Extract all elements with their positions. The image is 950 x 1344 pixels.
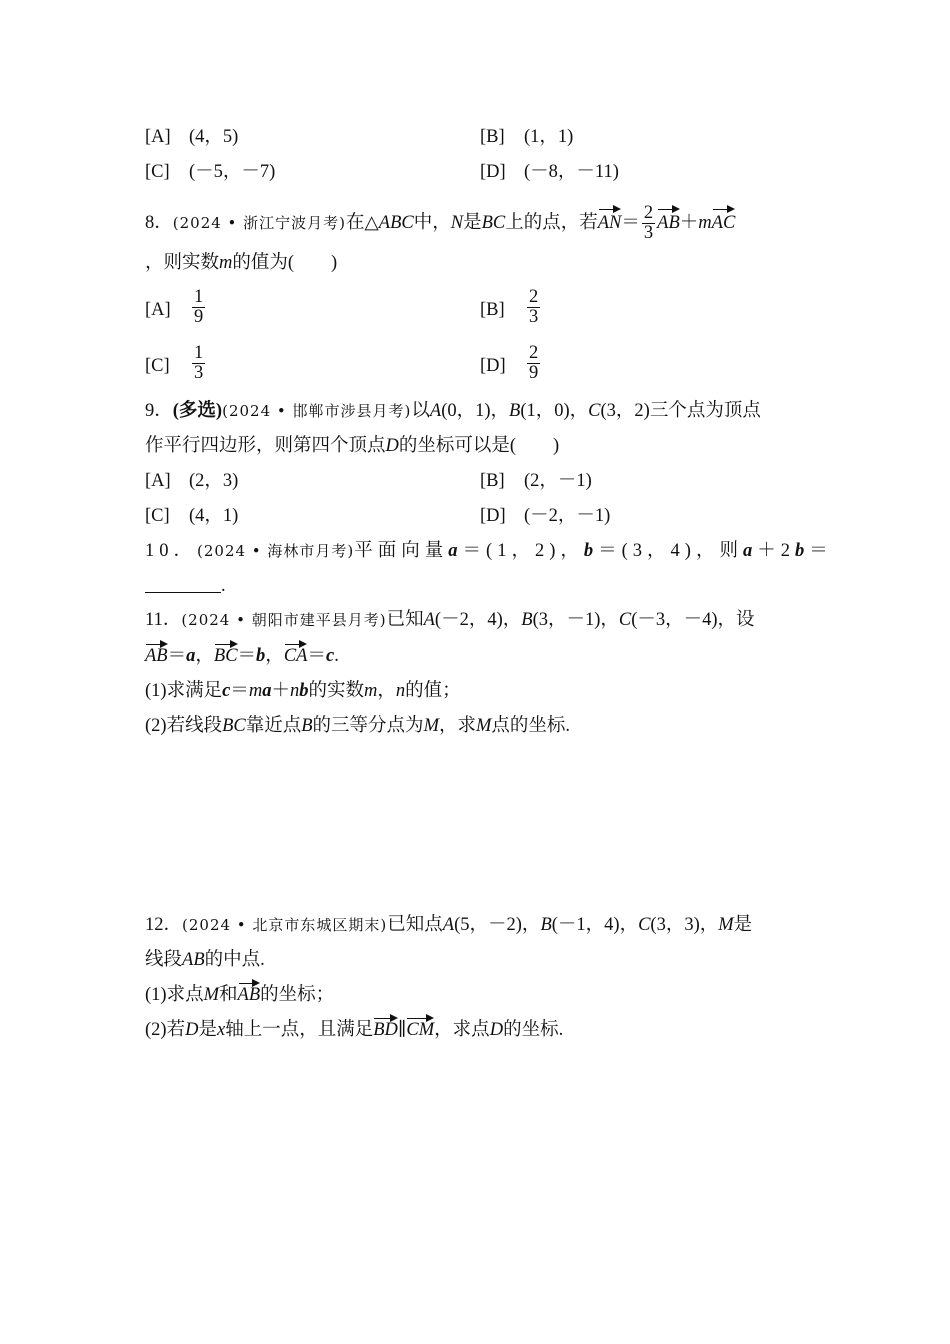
q7-option-c — [145, 159, 275, 185]
stem-text: 的实数 — [308, 681, 364, 701]
option-value: (2，3) — [189, 471, 239, 491]
stem-text: (2)若线段 — [145, 716, 223, 736]
q9-option-b — [480, 468, 592, 494]
option-value: (4，5) — [189, 127, 239, 147]
vector-bc: BC — [214, 643, 238, 669]
stem-text: 中， — [413, 212, 451, 233]
stem-text: ＝(3，4)，则 — [598, 541, 743, 561]
option-label: [A] — [145, 300, 171, 320]
vector-bd: BD — [373, 1017, 398, 1043]
stem-text: 已知点 — [387, 915, 443, 935]
math-vector: c — [222, 681, 231, 701]
plus-sign: ＋ — [679, 212, 699, 233]
fraction-denominator: 3 — [643, 223, 654, 243]
q11-part1 — [145, 678, 461, 704]
stem-text: (－3，－4)，设 — [631, 610, 755, 630]
stem-text: ＝ — [809, 541, 833, 561]
stem-text: (1)求点 — [145, 985, 204, 1005]
stem-text: (1，0)， — [520, 401, 589, 421]
question-tag: (多选) — [172, 401, 223, 421]
fraction-numerator: 2 — [529, 287, 539, 307]
stem-text: . — [334, 646, 339, 666]
stem-text: (1)求满足 — [145, 681, 223, 701]
stem-text: 上的点，若 — [505, 212, 598, 233]
stem-text: (－1，4)， — [551, 915, 639, 935]
stem-text: (－2，4)， — [434, 610, 522, 630]
fraction-numerator: 1 — [194, 343, 204, 363]
stem-text: 是 — [463, 212, 482, 233]
stem-text: ， — [265, 646, 284, 666]
stem-text: . — [221, 576, 226, 596]
math-var: M — [718, 915, 734, 935]
vector-ab: AB — [238, 982, 261, 1008]
plus-sign: ＋ — [271, 681, 290, 701]
stem-text: ， — [377, 681, 396, 701]
option-value: (4，1) — [189, 506, 239, 526]
stem-text: 作平行四边形，则第四个顶点 — [145, 436, 386, 456]
stem-text: 是 — [733, 915, 753, 935]
option-label: [D] — [480, 162, 506, 182]
option-label: [A] — [145, 471, 171, 491]
option-value: (1，1) — [524, 127, 574, 147]
math-vector: b — [299, 681, 309, 701]
stem-text: 平面向量 — [354, 541, 449, 561]
stem-text: 的中点. — [204, 950, 265, 970]
stem-text: (3，－1)， — [532, 610, 619, 630]
fraction — [642, 204, 655, 243]
fraction-denominator: 9 — [529, 363, 539, 383]
math-var: B — [540, 915, 552, 935]
question-number: 11． — [145, 610, 182, 630]
math-var: B — [301, 716, 313, 736]
stem-text: 轴上一点，且满足 — [225, 1020, 374, 1040]
math-var: M — [476, 716, 492, 736]
q7-option-a — [145, 124, 238, 150]
math-var: n — [289, 681, 300, 701]
q12-stem — [145, 912, 752, 938]
stem-text: 在△ — [346, 212, 379, 233]
stem-text: 以 — [411, 401, 430, 421]
math-var: M — [203, 985, 219, 1005]
math-vector: a — [448, 541, 463, 561]
stem-text: 的坐标. — [503, 1020, 564, 1040]
math-var: BC — [481, 212, 506, 233]
math-var: C — [618, 610, 632, 630]
math-var: A — [429, 401, 442, 421]
q9-option-c — [145, 503, 238, 529]
vector-ca: CA — [284, 643, 308, 669]
q10-answer-line — [145, 573, 226, 599]
option-label: [B] — [480, 300, 505, 320]
question-source: (2024 • 邯郸市涉县月考) — [222, 402, 412, 420]
question-number: 9． — [145, 401, 173, 421]
math-var: m — [219, 253, 233, 273]
equals-sign: ＝ — [237, 646, 257, 666]
option-c-fraction — [192, 344, 205, 383]
equals-sign: ＝ — [621, 212, 640, 233]
fraction-numerator: 2 — [529, 343, 539, 363]
option-label: [B] — [480, 471, 505, 491]
math-var: D — [385, 436, 399, 456]
q9-stem-line2 — [145, 433, 559, 459]
q12-part2 — [145, 1017, 563, 1043]
option-label: [D] — [480, 506, 506, 526]
math-var: C — [588, 401, 601, 421]
math-var: A — [442, 915, 455, 935]
stem-text: ，则实数 — [145, 253, 220, 273]
math-var: n — [395, 681, 406, 701]
vector-an: AN — [598, 208, 622, 238]
option-label: [A] — [145, 127, 171, 147]
option-value: (2，－1) — [524, 471, 592, 491]
option-label: [C] — [145, 356, 170, 376]
fraction-numerator: 1 — [194, 287, 204, 307]
stem-text: 的坐标可以是( ) — [398, 436, 560, 456]
stem-text: (0，1)， — [441, 401, 510, 421]
q8-options-row2 — [0, 344, 950, 388]
option-label: [C] — [145, 506, 170, 526]
question-number: 12． — [145, 915, 183, 935]
stem-text: 和 — [219, 985, 238, 1005]
math-var: m — [363, 681, 378, 701]
stem-text: (3，3)， — [650, 915, 719, 935]
q8-options-row1 — [0, 288, 950, 332]
q11-stem-line2 — [145, 643, 339, 669]
question-source: (2024 • 浙江宁波月考) — [172, 213, 347, 232]
vector-ac: AC — [712, 208, 736, 238]
option-b-fraction — [527, 288, 540, 327]
stem-text: 的坐标； — [260, 985, 335, 1005]
fraction-denominator: 3 — [194, 363, 204, 383]
q9-option-a — [145, 468, 238, 494]
vector-ab: AB — [657, 208, 680, 238]
math-var: m — [248, 681, 263, 701]
stem-text: (3，2)三个点为顶点 — [600, 401, 761, 421]
q9-stem — [145, 398, 761, 424]
q11-part2 — [145, 713, 570, 739]
q7-option-d — [480, 159, 619, 185]
fraction-denominator: 9 — [194, 307, 204, 327]
math-vector: a — [742, 541, 758, 561]
stem-text: ＝(1，2)， — [462, 541, 584, 561]
question-number: 10． — [145, 541, 198, 561]
answer-blank — [145, 574, 221, 593]
math-var: m — [698, 212, 712, 233]
question-source: (2024 • 海林市月考) — [197, 542, 355, 560]
equals-sign: ＝ — [307, 646, 326, 666]
vector-cm: CM — [406, 1017, 434, 1043]
fraction-numerator: 2 — [643, 203, 654, 223]
option-value: (－8，－11) — [524, 162, 619, 182]
stem-text: ，求点 — [434, 1020, 490, 1040]
stem-text: ， — [195, 646, 214, 666]
math-vector: a — [262, 681, 272, 701]
math-var: M — [423, 716, 439, 736]
stem-text: 靠近点 — [245, 716, 302, 736]
math-var: ABC — [378, 212, 414, 233]
stem-text: 点的坐标. — [491, 716, 571, 736]
vector-ab: AB — [145, 643, 168, 669]
math-var: D — [489, 1020, 504, 1040]
option-value: (－2，－1) — [524, 506, 611, 526]
stem-text: 的值； — [405, 681, 461, 701]
parallel-symbol: ∥ — [397, 1020, 407, 1040]
option-label: [C] — [145, 162, 170, 182]
math-var: AB — [182, 950, 205, 970]
stem-text: 已知 — [386, 610, 424, 630]
math-var: D — [185, 1020, 199, 1040]
math-var: C — [638, 915, 651, 935]
q12-part1 — [145, 982, 334, 1008]
option-label: [B] — [480, 127, 505, 147]
option-a-fraction — [192, 288, 205, 327]
q8-stem — [145, 203, 736, 243]
fraction-denominator: 3 — [529, 307, 539, 327]
equals-sign: ＝ — [230, 681, 249, 701]
question-number: 8． — [145, 212, 173, 233]
stem-text: 是 — [198, 1020, 217, 1040]
math-var: x — [216, 1020, 226, 1040]
math-var: B — [521, 610, 533, 630]
math-var: A — [423, 610, 435, 630]
question-source: (2024 • 北京市东城区期末) — [182, 916, 388, 934]
q8-stem-line2 — [145, 250, 337, 276]
stem-text: (2)若 — [145, 1020, 186, 1040]
math-var: N — [450, 212, 464, 233]
q10-stem — [145, 538, 833, 564]
math-var: B — [509, 401, 521, 421]
q11-stem — [145, 607, 755, 633]
stem-text: 的值为( ) — [232, 253, 338, 273]
math-vector: b — [583, 541, 599, 561]
q12-stem-line2 — [145, 947, 265, 973]
stem-text: (5，－2)， — [454, 915, 541, 935]
stem-text: ，求 — [438, 716, 476, 736]
math-vector: a — [186, 646, 196, 666]
stem-text: 的三等分点为 — [312, 716, 424, 736]
stem-text: 线段 — [145, 950, 183, 970]
q7-option-b — [480, 124, 573, 150]
math-var: BC — [222, 716, 246, 736]
q9-option-d — [480, 503, 610, 529]
equals-sign: ＝ — [167, 646, 187, 666]
option-label: [D] — [480, 356, 506, 376]
math-vector: c — [325, 646, 335, 666]
question-source: (2024 • 朝阳市建平县月考) — [181, 611, 387, 629]
math-vector: b — [794, 541, 810, 561]
math-vector: b — [256, 646, 266, 666]
stem-text: ＋2 — [757, 541, 795, 561]
option-d-fraction — [527, 344, 540, 383]
option-value: (－5，－7) — [189, 162, 276, 182]
